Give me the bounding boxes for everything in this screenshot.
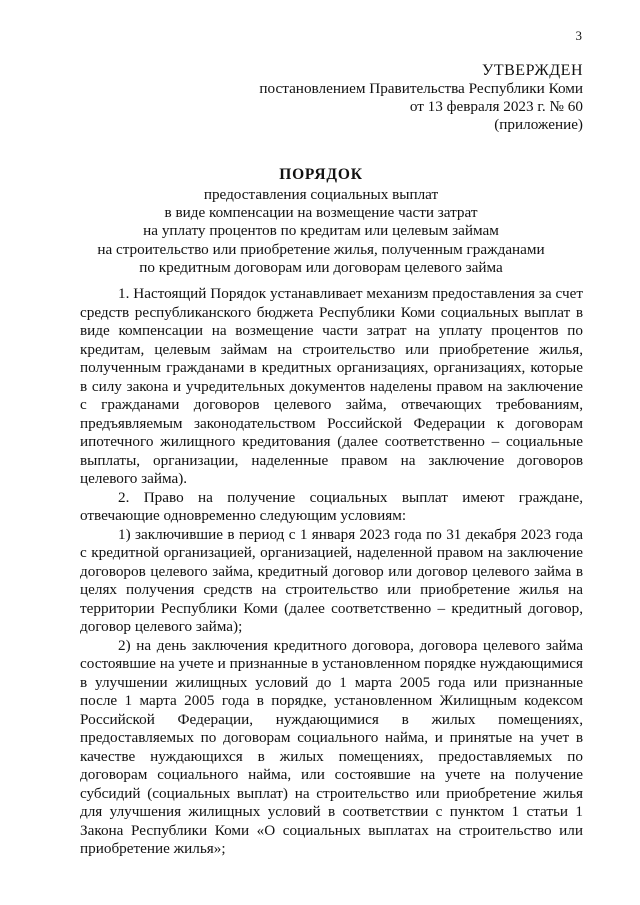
approval-line-resolution: постановлением Правительства Республики Коми bbox=[259, 80, 583, 97]
document-body bbox=[80, 285, 583, 859]
paragraph-2-item-1: 1) заключившие в период с 1 января 2023 года по 31 декабря 2023 года с кредитной организацией, организацией, наделенной правом на заключение договоров целевого займа, кредитный договор или договор целевого займа в целях получения средств на строительство или приобретение жилья на территории Республики Коми (далее соответственно – кредитный договор, договор целевого займа); bbox=[80, 525, 583, 635]
paragraph-2: 2. Право на получение социальных выплат имеют граждане, отвечающие одновременно следующим условиям: bbox=[80, 488, 583, 524]
document-subtitle-line: на уплату процентов по кредитам или целевым займам bbox=[143, 222, 499, 240]
paragraph-1: 1. Настоящий Порядок устанавливает механизм предоставления за счет средств республиканского бюджета Республики Коми социальных выплат в виде компенсации на возмещение части затрат на уплату процентов по кредитам, целевым займам на строительство или приобретение жилья, полученным гражданами в кредитных организациях, организациях, которые в силу закона и учредительных документов наделены правом на заключение с гражданами договоров целевого займа, отвечающих требованиям, предъявляемым законодательством Российской Федерации к договорам ипотечного жилищного кредитования (далее соответственно – социальные выплаты, организации, наделенные правом на заключение договоров целевого займа). bbox=[80, 285, 583, 487]
document-title: ПОРЯДОК bbox=[279, 166, 363, 183]
document-subtitle-line: предоставления социальных выплат bbox=[203, 186, 439, 203]
document-subtitle-line: по кредитным договорам или договорам целевого займа bbox=[139, 258, 503, 276]
approval-line-appendix: (приложение) bbox=[494, 116, 583, 133]
approval-title: УТВЕРЖДЕН bbox=[482, 62, 583, 79]
paragraph-2-item-2: 2) на день заключения кредитного договора, договора целевого займа состоявшие на учете и признанные в установленном порядке нуждающимися в улучшении жилищных условий до 1 марта 2005 года или признанные после 1 марта 2005 года в порядке, установленном Жилищным кодексом Российской Федерации, нуждающимися в жилых помещениях, предоставляемых по договорам социального найма, и принятые на учет в качестве нуждающихся в жилых помещениях, предоставляемых по договорам социального найма, или состоявшие на учете на получение субсидий (социальных выплат) на строительство или приобретение жилья для улучшения жилищных условий в соответствии с пунктом 1 статьи 1 Закона Республики Коми «О социальных выплатах на строительство или приобретение жилья»; bbox=[80, 636, 583, 857]
document-heading bbox=[60, 164, 582, 277]
document-subtitle-line: на строительство или приобретение жилья, полученным гражданами bbox=[97, 240, 545, 258]
page-number: 3 bbox=[575, 28, 582, 43]
document-subtitle-line: в виде компенсации на возмещение части затрат bbox=[164, 204, 478, 222]
approval-line-date: от 13 февраля 2023 г. № 60 bbox=[409, 98, 583, 115]
approval-stamp-block bbox=[200, 62, 583, 134]
